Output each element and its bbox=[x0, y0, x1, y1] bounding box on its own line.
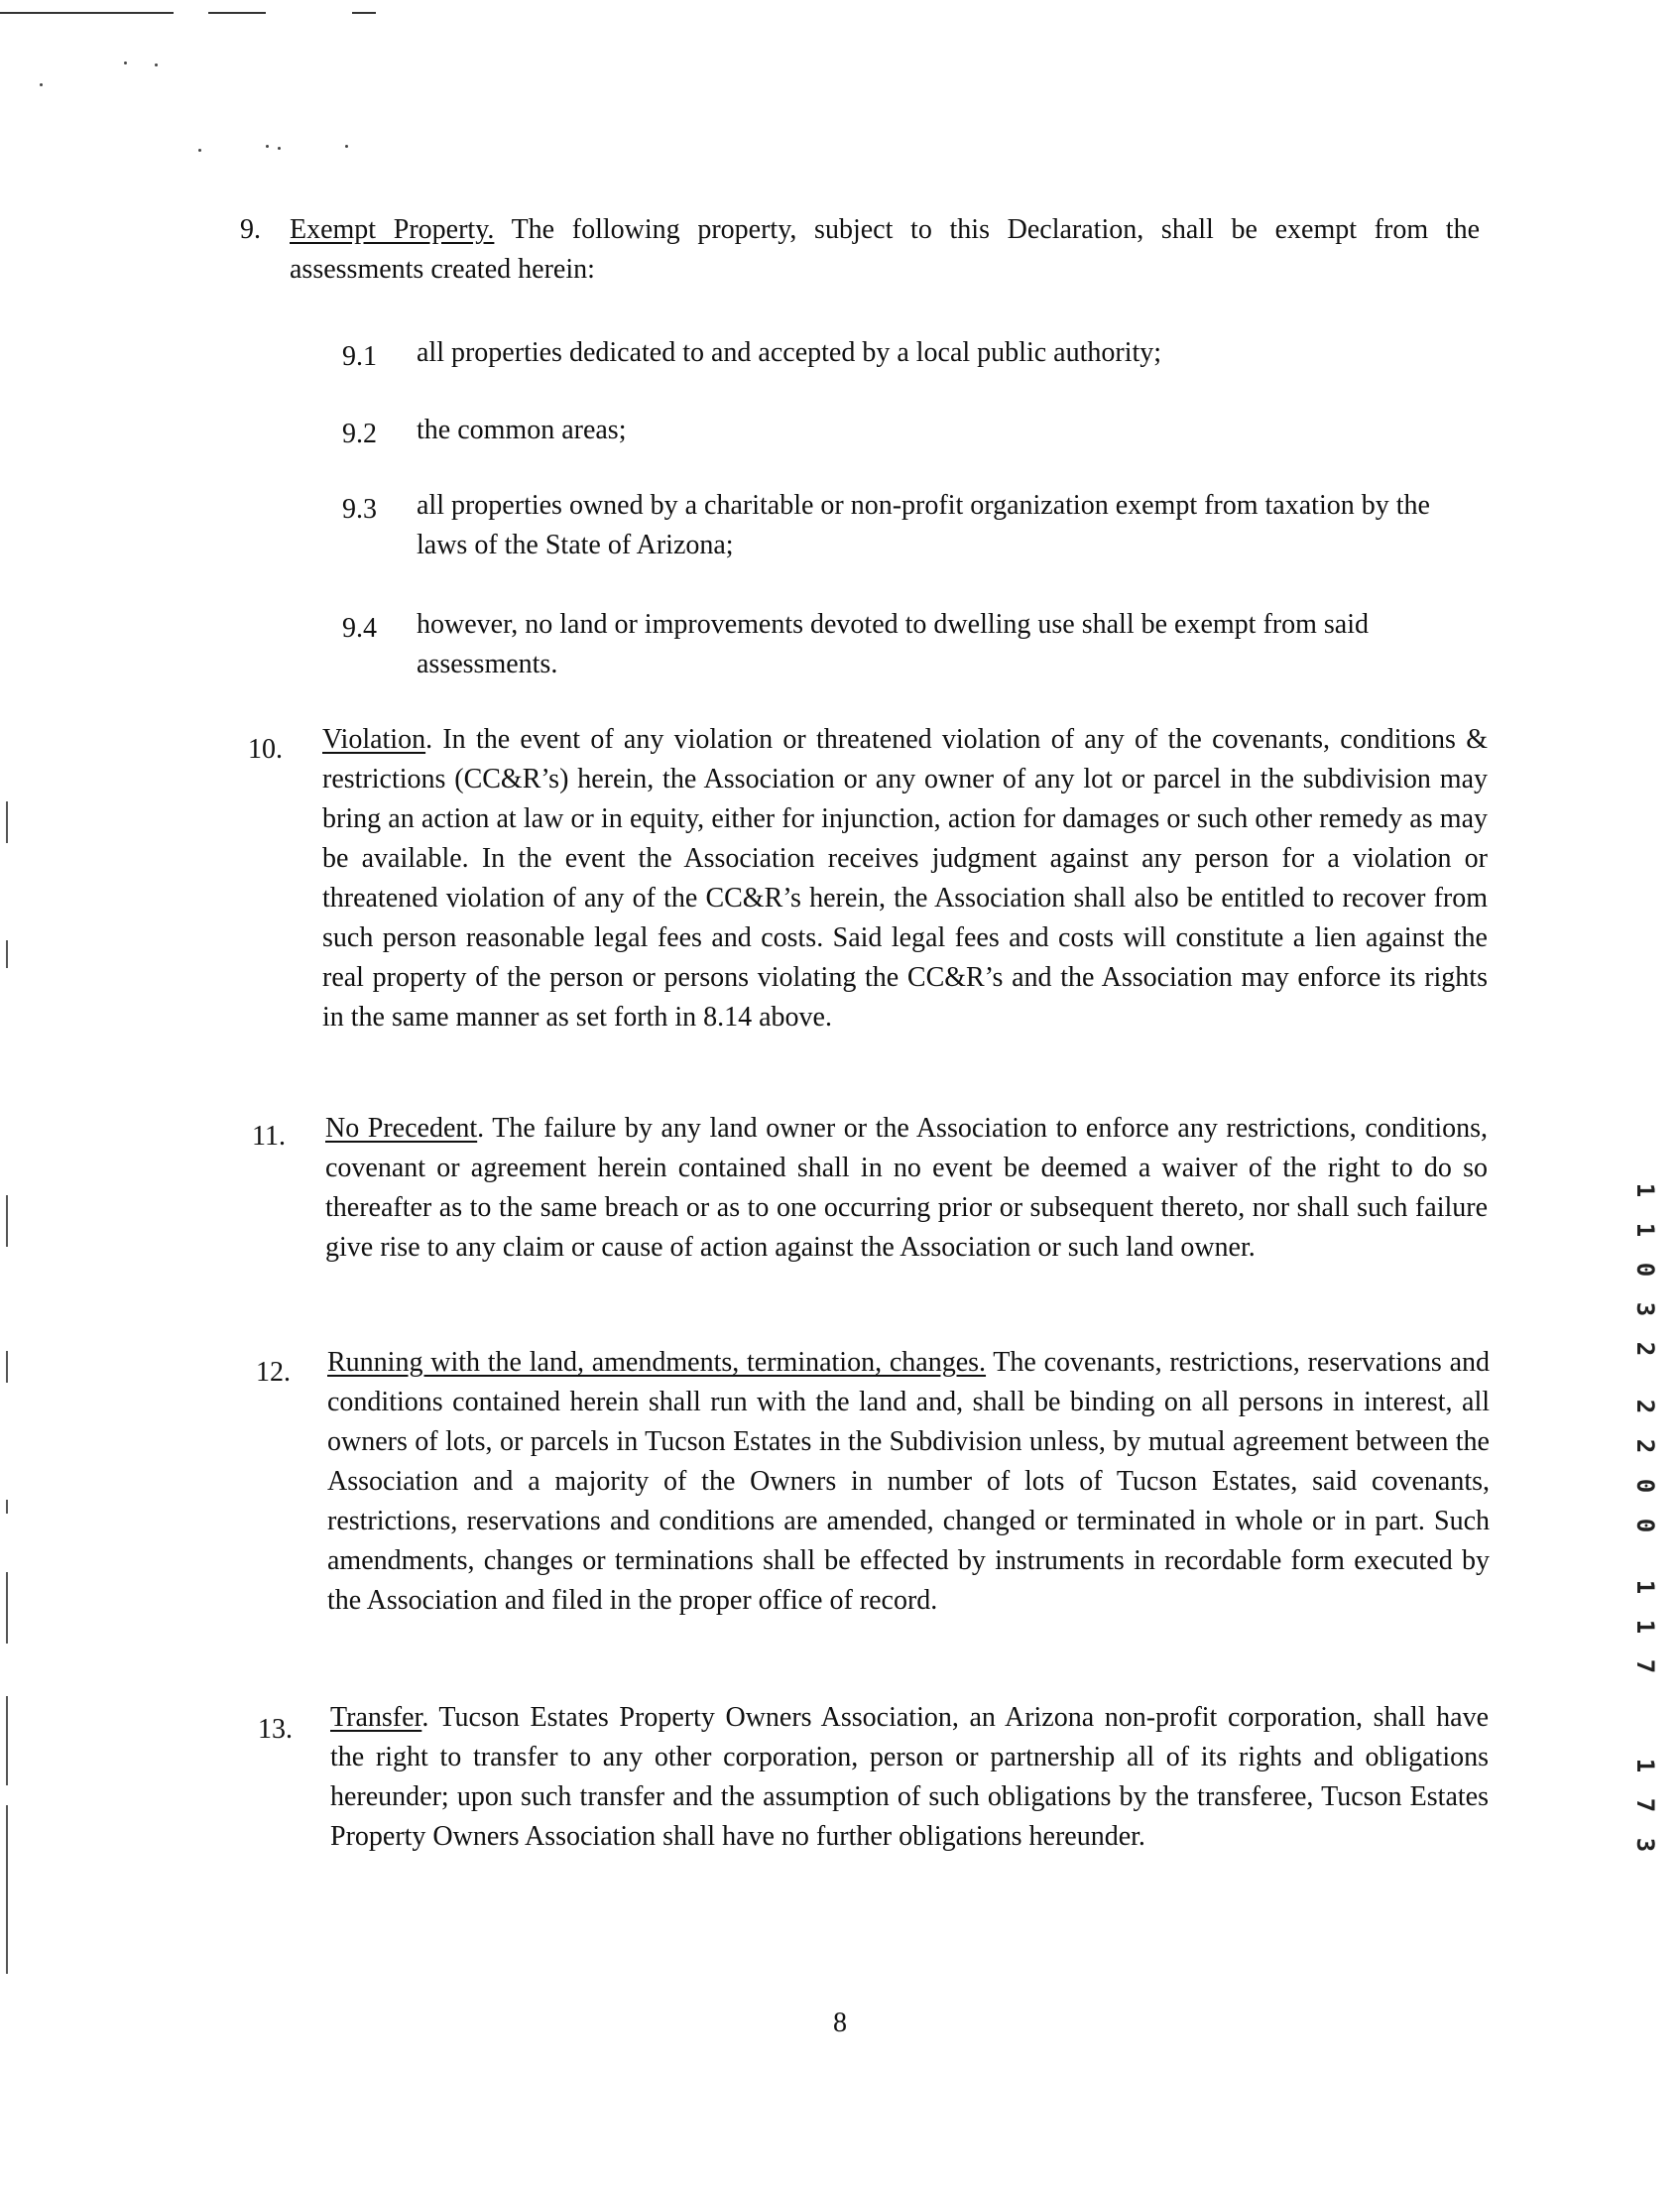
section-12-heading: Running with the land, amendments, termination, changes. bbox=[327, 1347, 987, 1378]
scan-artifact-dot bbox=[345, 145, 348, 148]
section-9-text: The following property, subject to this Declaration, shall be exempt from the assessments created herein: bbox=[290, 214, 1480, 285]
stamp-digit: 7 bbox=[1630, 1797, 1659, 1813]
item-9-4-text: however, no land or improvements devoted to dwelling use shall be exempt from said assessments. bbox=[417, 609, 1369, 679]
section-10-heading: Violation bbox=[322, 724, 426, 755]
section-12-text: The covenants, restrictions, reservations and conditions contained herein shall run with the land and, shall be binding on all persons in interest, all owners of lots, or parcels in Tucson Estates in the Subdivision unless, by mutual agreement between the Association and a majority of the Owners in number of lots of Tucson Estates, said covenants, restrictions, reservations and conditions are amended, changed or terminated in whole or in part. Such amendments, changes or terminations shall be effected by instruments in recordable form executed by the Association and filed in the proper office of record. bbox=[327, 1347, 1491, 1616]
scan-artifact-line bbox=[208, 12, 266, 14]
scan-artifact-dot bbox=[124, 61, 127, 64]
section-13-number: 13. bbox=[258, 1714, 293, 1745]
stamp-digit: 0 bbox=[1630, 1518, 1659, 1533]
scan-artifact-dot bbox=[155, 63, 158, 66]
scan-artifact-line bbox=[0, 12, 174, 14]
margin-mark bbox=[6, 940, 8, 968]
stamp-digit: 1 bbox=[1630, 1579, 1659, 1595]
section-12-body bbox=[327, 1343, 1490, 1621]
section-13-heading: Transfer bbox=[330, 1702, 422, 1733]
page-number: 8 bbox=[833, 2008, 847, 2038]
margin-mark bbox=[6, 1500, 8, 1514]
section-11-body bbox=[325, 1109, 1488, 1268]
recording-stamp bbox=[1622, 1170, 1668, 1885]
section-13-body bbox=[330, 1698, 1489, 1857]
margin-mark bbox=[6, 1195, 8, 1247]
section-10-text: . In the event of any violation or threatened violation of any of the covenants, conditions & restrictions (CC&R’s) herein, the Association or any owner of any lot or parcel in the subdivision may bring an action at law or in equity, either for injunction, action for damages or such other remedy as may be available. In the event the Association receives judgment against any person for a violation or threatened violation of any of the CC&R’s herein, the Association shall also be entitled to recover from such person reasonable legal fees and costs. Said legal fees and costs will constitute a lien against the real property of the person or persons violating the CC&R’s and the Association may enforce its rights in the same manner as set forth in 8.14 above. bbox=[322, 724, 1488, 1033]
item-9-3-text: all properties owned by a charitable or non-profit organization exempt from taxation by the laws of the State of Arizona; bbox=[417, 490, 1430, 560]
section-9-heading: Exempt Property. bbox=[290, 214, 495, 245]
stamp-digit: 1 bbox=[1630, 1619, 1659, 1635]
margin-mark bbox=[6, 801, 8, 843]
section-11-number: 11. bbox=[252, 1121, 286, 1152]
scan-artifact-dot bbox=[278, 147, 281, 150]
stamp-digit: 1 bbox=[1630, 1758, 1659, 1773]
stamp-digit: 0 bbox=[1630, 1478, 1659, 1494]
scan-artifact-dot bbox=[198, 149, 201, 152]
section-9-number: 9. bbox=[240, 214, 261, 245]
stamp-digit: 1 bbox=[1630, 1222, 1659, 1238]
stamp-group-3 bbox=[1622, 1567, 1668, 1686]
section-10-number: 10. bbox=[248, 734, 283, 765]
scan-artifact-dot bbox=[266, 145, 269, 148]
margin-mark bbox=[6, 1696, 8, 1785]
item-9-4-number: 9.4 bbox=[342, 613, 377, 644]
item-9-2-number: 9.2 bbox=[342, 419, 377, 449]
stamp-digit: 3 bbox=[1630, 1837, 1659, 1853]
item-9-2-text: the common areas; bbox=[417, 415, 627, 445]
stamp-digit: 2 bbox=[1630, 1438, 1659, 1454]
item-9-1-text: all properties dedicated to and accepted by a local public authority; bbox=[417, 337, 1162, 368]
stamp-digit: 1 bbox=[1630, 1182, 1659, 1198]
stamp-group-4 bbox=[1622, 1746, 1668, 1865]
section-11-text: . The failure by any land owner or the Association to enforce any restrictions, conditions, covenant or agreement herein contained shall in no event be deemed a waiver of the right to do so thereafter as to the same breach or as to one occurring prior or subsequent thereto, nor shall such failure give rise to any claim or cause of action against the Association or such land owner. bbox=[325, 1113, 1489, 1263]
section-9-body bbox=[290, 210, 1480, 290]
item-9-3-number: 9.3 bbox=[342, 494, 377, 525]
margin-mark bbox=[6, 1351, 8, 1383]
section-13-text: . Tucson Estates Property Owners Association, an Arizona non-profit corporation, shall have the right to transfer to any other corporation, person or partnership all of its rights and obligations hereunder; upon such transfer and the assumption of such obligations by the transferee, Tucson Estates Property Owners Association shall have no further obligations hereunder. bbox=[330, 1702, 1489, 1852]
scan-artifact-dot bbox=[40, 83, 43, 86]
margin-mark bbox=[6, 1572, 8, 1644]
item-9-1-number: 9.1 bbox=[342, 341, 377, 372]
stamp-digit: 2 bbox=[1630, 1341, 1659, 1357]
section-10-body bbox=[322, 720, 1488, 1037]
margin-mark bbox=[6, 1805, 8, 1974]
stamp-group-2 bbox=[1622, 1387, 1668, 1545]
stamp-digit: 3 bbox=[1630, 1301, 1659, 1317]
stamp-digit: 0 bbox=[1630, 1262, 1659, 1278]
section-12-number: 12. bbox=[256, 1357, 291, 1388]
section-11-heading: No Precedent bbox=[325, 1113, 478, 1144]
stamp-group-1 bbox=[1622, 1170, 1668, 1369]
stamp-digit: 7 bbox=[1630, 1658, 1659, 1674]
stamp-digit: 2 bbox=[1630, 1399, 1659, 1414]
scan-artifact-line bbox=[352, 12, 376, 14]
